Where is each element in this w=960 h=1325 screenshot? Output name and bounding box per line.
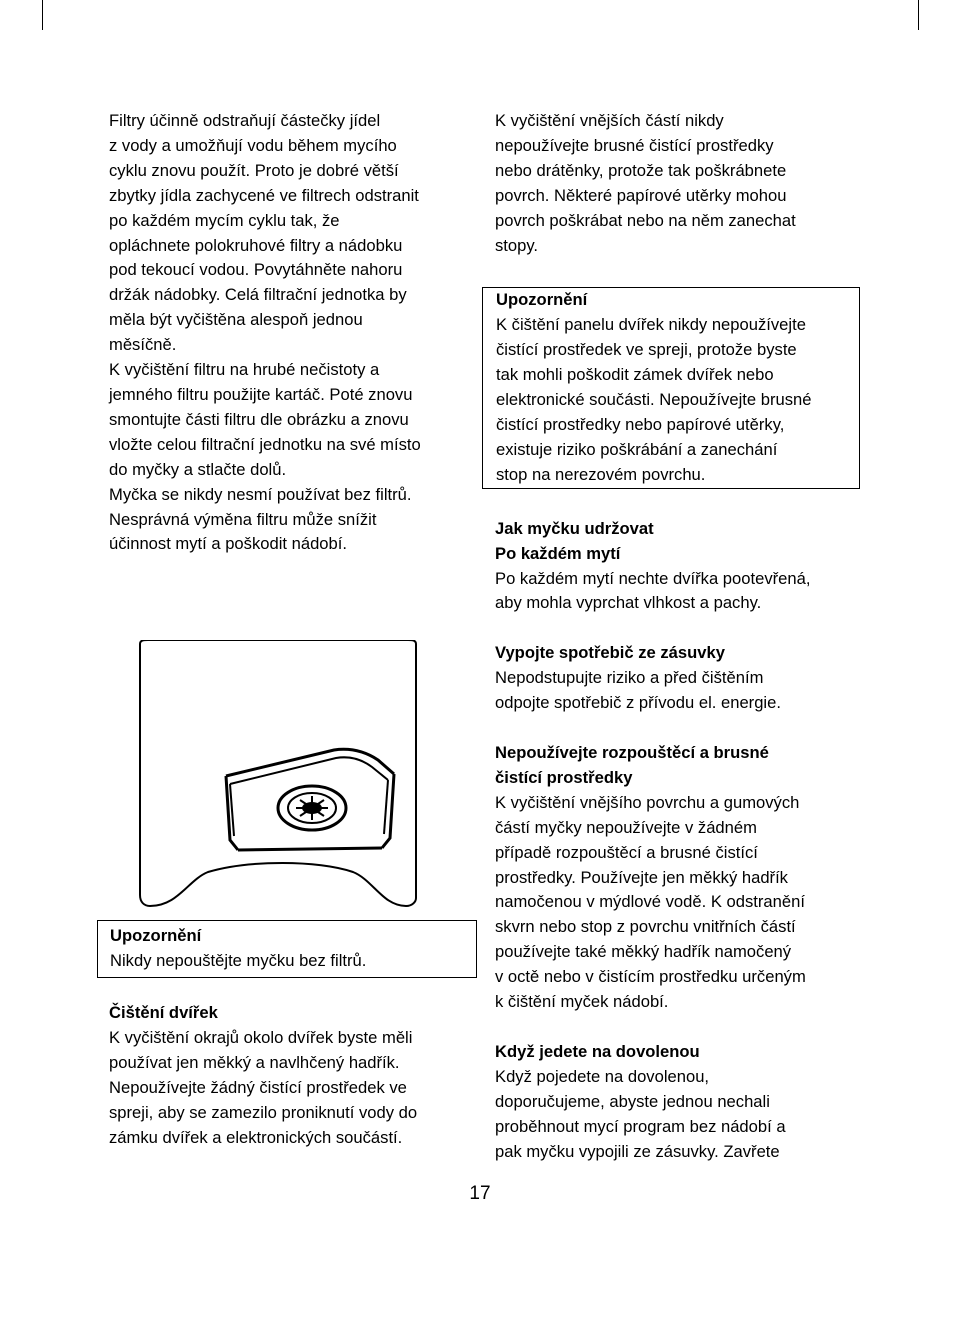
- warning-title: Upozornění: [496, 290, 588, 310]
- vacation-text: Když pojedete na dovolenou, doporučujeme, abyste jednou nechali proběhnout mycí program bez nádobí a pak myčku vypojili ze zásuvky. Zavřete: [495, 1066, 786, 1161]
- maintain-title: Jak myčku udržovat: [495, 518, 654, 538]
- door-cleaning-title: Čištění dvířek: [109, 1003, 218, 1022]
- warning-text: K čištění panelu dvířek nikdy nepoužívejte čistící prostředek ve spreji, protože byste tak mohli poškodit zámek dvířek nebo elektronické součásti. Nepoužívejte brusné čistící prostředky nebo papírové utěrky, existuje riziko poškrábání a zanechání stop na nerezovém povrchu.: [496, 315, 812, 484]
- warning-box-door-panel: [482, 287, 860, 488]
- right-column: [495, 109, 865, 1165]
- maintain-text: Po každém mytí nechte dvířka pootevřená, aby mohla vyprchat vlhkost a pachy.: [495, 568, 811, 613]
- door-cleaning-text: K vyčištění okrajů okolo dvířek byste měli používat jen měkký a navlhčený hadřík. Nepoužívejte žádný čistící prostředek ve spreji, aby se zamezilo proniknutí vody do zámku dvířek a elektronických součástí.: [109, 1027, 418, 1147]
- exterior-paragraph: K vyčištění vnějších částí nikdy nepoužívejte brusné čistící prostředky nebo drátěnky, protože tak poškrábnete povrch. Některé papírové utěrky mohou povrch poškrábat nebo na něm zanechat stopy.: [495, 111, 796, 255]
- maintain-subtitle: Po každém mytí: [495, 543, 621, 563]
- corner-mark-left: [42, 0, 43, 30]
- corner-mark-right: [918, 0, 919, 30]
- warning-title: Upozornění: [110, 926, 202, 945]
- unplug-title: Vypojte spotřebič ze zásuvky: [495, 643, 725, 663]
- left-column: [109, 109, 489, 557]
- warning-text: Nikdy nepouštějte myčku bez filtrů.: [110, 950, 367, 970]
- filter-unit-illustration: [138, 640, 418, 910]
- no-solvents-title: Nepoužívejte rozpouštěcí a brusné čistící prostředky: [495, 743, 769, 787]
- unplug-text: Nepodstupujte riziko a před čištěním odpojte spotřebič z přívodu el. energie.: [495, 668, 781, 713]
- vacation-title: Když jedete na dovolenou: [495, 1042, 700, 1061]
- door-cleaning-section: [109, 1001, 489, 1150]
- no-solvents-text: K vyčištění vnějšího povrchu a gumových částí myčky nepoužívejte v žádném případě rozpouštěcí a brusné čistící prostředky. Používejte jen měkký hadřík namočenou v mýdlové vodě. K odstranění skvrn nebo stop z povrchu vnitřních částí používejte také měkký hadřík namočený v octě nebo v čistícím prostředku určeným k čištění myček nádobí.: [495, 792, 806, 1012]
- filters-paragraph: Filtry účinně odstraňují částečky jídel z vody a umožňují vodu během mycího cyklu znovu použít. Proto je dobré větší zbytky jídla zachycené ve filtrech odstranit po každém mycím cyklu tak, že opláchnete polokruhové filtry a nádobku pod tekoucí vodou. Povytáhněte nahoru držák nádobky. Celá filtrační jednotka by měla být vyčištěna alespoň jednou měsíčně. K vyčištění filtru na hrubé nečistoty a jemného filtru použijte kartáč. Poté znovu smontujte části filtru dle obrázku a znovu vložte celou filtrační jednotku na své místo do myčky a stlačte dolů. Myčka se nikdy nesmí používat bez filtrů. Nesprávná výměna filtru může snížit účinnost mytí a poškodit nádobí.: [109, 111, 421, 554]
- page-number: 17: [469, 1183, 491, 1204]
- warning-box-filters: [97, 920, 477, 978]
